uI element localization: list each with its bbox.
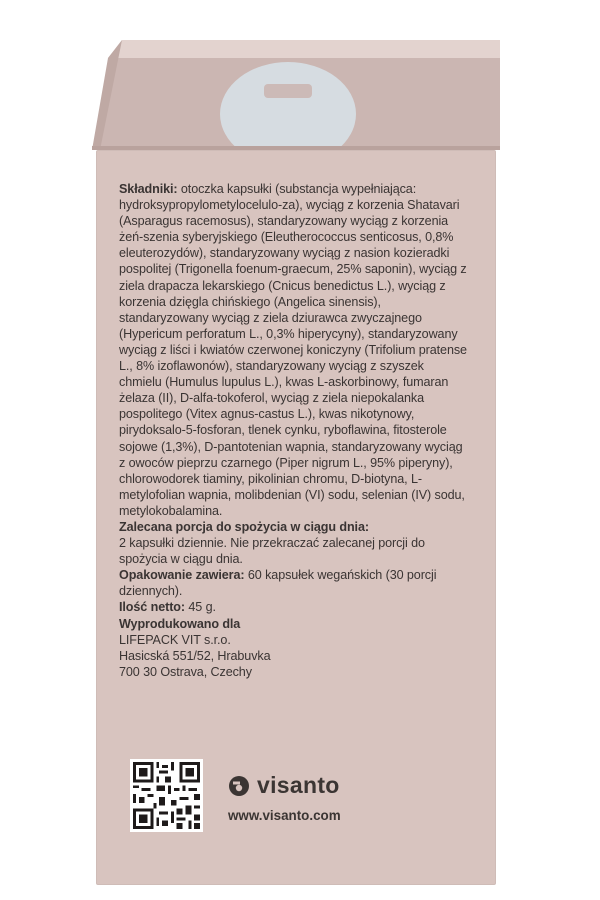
brand-name: visanto bbox=[257, 772, 340, 798]
box-top-flap bbox=[92, 40, 500, 152]
producer-company: LIFEPACK VIT s.r.o. bbox=[119, 632, 231, 647]
producer-city: 700 30 Ostrava, Czechy bbox=[119, 664, 252, 679]
brand-logo-icon bbox=[228, 775, 250, 797]
dose-text: 2 kapsułki dziennie. Nie przekraczać zalecanej porcji do spożycia w ciągu dnia. bbox=[119, 536, 425, 567]
ingredients-paragraph bbox=[119, 181, 469, 519]
brand-logo[interactable] bbox=[228, 772, 340, 799]
brand-url[interactable]: www.visanto.com bbox=[228, 808, 341, 823]
producer-label: Wyprodukowano dla bbox=[119, 616, 241, 631]
package-text: 60 kapsułek wegańskich (30 porcji dziennych). bbox=[119, 568, 437, 599]
dose-label: Zalecana porcja do spożycia w ciągu dnia: bbox=[119, 519, 369, 534]
ingredients-text: otoczka kapsułki (substancja wypełniająca: hydroksypropylometylocelulo-za), wyciąg z korzenia Shatavari (Asparagus racemosus), standaryzowany wyciąg z korzenia żeń-szenia syberyjskiego (Eleutherococcus senticosus, 0,8% eleuterozydów), standaryzowany wyciąg z nasion kozieradki pospolitej (Trigonella foenum-graecum, 25% saponin), wyciąg z ziela drapacza lekarskiego (Cnicus benedictus L.), wyciąg z korzenia dzięgla chińskiego (Angelica sinensis), standaryzowany wyciąg z ziela dziurawca zwyczajnego (Hypericum perforatum L., 0,3% hiperycyny), standaryzowany wyciąg z liści i kwiatów czerwonej koniczyny (Trifolium pratense L., 8% izoflawonów), standaryzowany wyciąg z szyszek chmielu (Humulus lupulus L.), kwas L-askorbinowy, fumaran żelaza (II), D-alfa-tokoferol, wyciąg z ziela niepokalanka pospolitego (Vitex agnus-castus L.), kwas nikotynowy, pirydoksalo-5-fosforan, tlenek cynku, ryboflawina, fitosterole sojowe (1,3%), D-pantotenian wapnia, standaryzowany wyciąg z owoców pieprzu czarnego (Piper nigrum L., 95% piperyny), chlorowodorek tiaminy, pikolinian chromu, D-biotyna, L-metylofolian wapnia, molibdenian (VI) sodu, selenian (IV) sodu, metylokobalamina. bbox=[119, 182, 467, 518]
net-text: 45 g. bbox=[188, 600, 216, 615]
qr-code[interactable] bbox=[130, 759, 203, 832]
producer-paragraph bbox=[119, 616, 469, 680]
package-label: Opakowanie zawiera: bbox=[119, 568, 245, 583]
dose-paragraph bbox=[119, 519, 469, 567]
package-paragraph bbox=[119, 567, 469, 599]
label-text bbox=[119, 181, 469, 680]
producer-street: Hasicská 551/52, Hrabuvka bbox=[119, 648, 271, 663]
net-paragraph bbox=[119, 599, 469, 615]
net-label: Ilość netto: bbox=[119, 600, 185, 615]
ingredients-label: Składniki: bbox=[119, 182, 178, 196]
